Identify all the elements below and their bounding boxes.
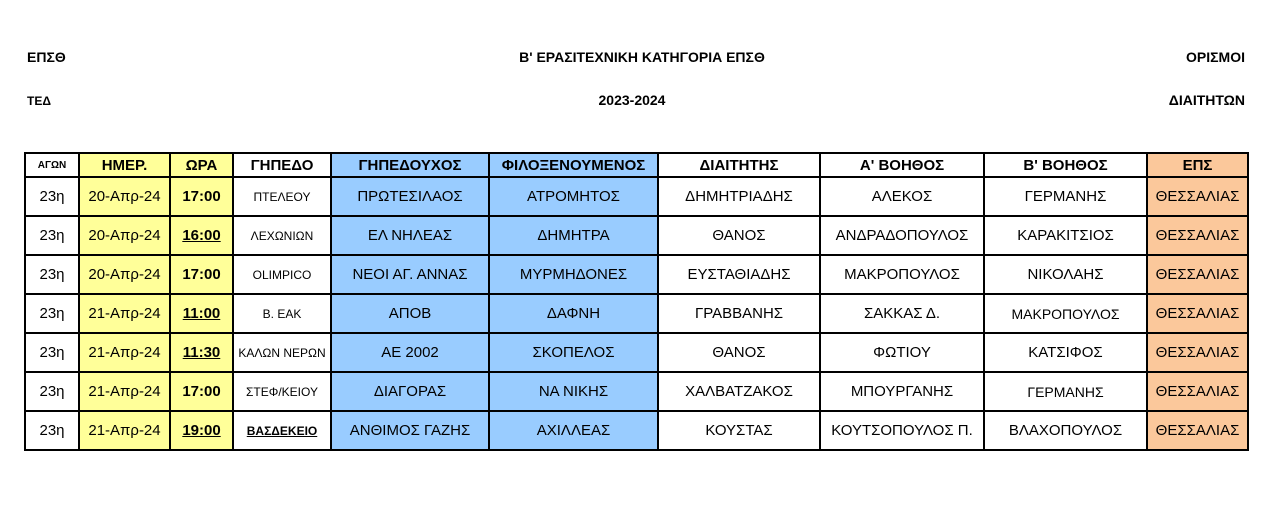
cell-home: ΔΙΑΓΟΡΑΣ	[331, 372, 489, 411]
cell-assistant2: ΜΑΚΡΟΠΟΥΛΟΣ	[984, 294, 1147, 333]
cell-time: 11:00	[170, 294, 233, 333]
table-row	[25, 255, 1248, 294]
cell-referee: ΓΡΑΒΒΑΝΗΣ	[658, 294, 820, 333]
cell-away: ΝΑ ΝΙΚΗΣ	[489, 372, 658, 411]
table-header-row	[25, 153, 1248, 177]
col-header-assistant1: Α' ΒΟΗΘΟΣ	[820, 153, 984, 177]
cell-referee: ΘΑΝΟΣ	[658, 333, 820, 372]
cell-ground: ΚΑΛΩΝ ΝΕΡΩΝ	[233, 333, 331, 372]
cell-date: 21-Απρ-24	[79, 372, 170, 411]
cell-assistant2: ΝΙΚΟΛΑΗΣ	[984, 255, 1147, 294]
cell-time: 19:00	[170, 411, 233, 450]
cell-assistant1: ΑΛΕΚΟΣ	[820, 177, 984, 216]
cell-date: 21-Απρ-24	[79, 294, 170, 333]
table-row	[25, 177, 1248, 216]
cell-date: 21-Απρ-24	[79, 411, 170, 450]
cell-eps: ΘΕΣΣΑΛΙΑΣ	[1147, 411, 1248, 450]
col-header-assistant2: Β' ΒΟΗΘΟΣ	[984, 153, 1147, 177]
cell-time: 17:00	[170, 177, 233, 216]
cell-assistant1: ΦΩΤΙΟΥ	[820, 333, 984, 372]
cell-ground: ΛΕΧΩΝΙΩΝ	[233, 216, 331, 255]
col-header-home: ΓΗΠΕΔΟΥΧΟΣ	[331, 153, 489, 177]
cell-referee: ΔΗΜΗΤΡΙΑΔΗΣ	[658, 177, 820, 216]
cell-time: 17:00	[170, 255, 233, 294]
cell-time: 11:30	[170, 333, 233, 372]
committee-label: ΤΕΔ	[27, 94, 51, 108]
document-title: Β' ΕΡΑΣΙΤΕΧΝΙΚΗ ΚΑΤΗΓΟΡΙΑ ΕΠΣΘ	[519, 49, 765, 65]
cell-date: 20-Απρ-24	[79, 177, 170, 216]
cell-away: ΑΤΡΟΜΗΤΟΣ	[489, 177, 658, 216]
cell-time: 16:00	[170, 216, 233, 255]
cell-assistant2: ΓΕΡΜΑΝΗΣ	[984, 372, 1147, 411]
cell-eps: ΘΕΣΣΑΛΙΑΣ	[1147, 372, 1248, 411]
cell-assistant2: ΚΑΤΣΙΦΟΣ	[984, 333, 1147, 372]
cell-assistant2: ΚΑΡΑΚΙΤΣΙΟΣ	[984, 216, 1147, 255]
cell-date: 20-Απρ-24	[79, 216, 170, 255]
cell-referee: ΧΑΛΒΑΤΖΑΚΟΣ	[658, 372, 820, 411]
cell-round: 23η	[25, 294, 79, 333]
cell-date: 20-Απρ-24	[79, 255, 170, 294]
cell-home: ΝΕΟΙ ΑΓ. ΑΝΝΑΣ	[331, 255, 489, 294]
col-header-away: ΦΙΛΟΞΕΝΟΥΜΕΝΟΣ	[489, 153, 658, 177]
cell-assistant1: ΣΑΚΚΑΣ Δ.	[820, 294, 984, 333]
cell-assistant1: ΜΑΚΡΟΠΟΥΛΟΣ	[820, 255, 984, 294]
cell-assistant2: ΓΕΡΜΑΝΗΣ	[984, 177, 1147, 216]
cell-round: 23η	[25, 411, 79, 450]
federation-label: ΕΠΣΘ	[27, 49, 66, 65]
cell-ground: OLIMPICO	[233, 255, 331, 294]
table-row	[25, 216, 1248, 255]
col-header-date: ΗΜΕΡ.	[79, 153, 170, 177]
cell-home: ΕΛ ΝΗΛΕΑΣ	[331, 216, 489, 255]
cell-away: ΣΚΟΠΕΛΟΣ	[489, 333, 658, 372]
cell-assistant2: ΒΛΑΧΟΠΟΥΛΟΣ	[984, 411, 1147, 450]
col-header-referee: ΔΙΑΙΤΗΤΗΣ	[658, 153, 820, 177]
cell-assistant1: ΜΠΟΥΡΓΑΝΗΣ	[820, 372, 984, 411]
cell-home: ΠΡΩΤΕΣΙΛΑΟΣ	[331, 177, 489, 216]
cell-time: 17:00	[170, 372, 233, 411]
cell-away: ΔΑΦΝΗ	[489, 294, 658, 333]
cell-assistant1: ΚΟΥΤΣΟΠΟΥΛΟΣ Π.	[820, 411, 984, 450]
cell-eps: ΘΕΣΣΑΛΙΑΣ	[1147, 255, 1248, 294]
cell-ground: Β. ΕΑΚ	[233, 294, 331, 333]
cell-eps: ΘΕΣΣΑΛΙΑΣ	[1147, 177, 1248, 216]
table-row	[25, 294, 1248, 333]
cell-date: 21-Απρ-24	[79, 333, 170, 372]
referees-label: ΔΙΑΙΤΗΤΩΝ	[1168, 92, 1245, 108]
cell-away: ΑΧΙΛΛΕΑΣ	[489, 411, 658, 450]
table-row	[25, 411, 1248, 450]
cell-eps: ΘΕΣΣΑΛΙΑΣ	[1147, 216, 1248, 255]
col-header-ground: ΓΗΠΕΔΟ	[233, 153, 331, 177]
season-label: 2023-2024	[598, 92, 666, 108]
cell-round: 23η	[25, 216, 79, 255]
cell-eps: ΘΕΣΣΑΛΙΑΣ	[1147, 294, 1248, 333]
cell-home: ΑΝΘΙΜΟΣ ΓΑΖΗΣ	[331, 411, 489, 450]
col-header-round: ΑΓΩΝ	[25, 153, 79, 177]
cell-round: 23η	[25, 177, 79, 216]
cell-home: ΑΕ 2002	[331, 333, 489, 372]
table-row	[25, 333, 1248, 372]
referee-appointments-table	[24, 152, 1249, 451]
table-row	[25, 372, 1248, 411]
cell-home: ΑΠΟΒ	[331, 294, 489, 333]
cell-round: 23η	[25, 333, 79, 372]
cell-referee: ΕΥΣΤΑΘΙΑΔΗΣ	[658, 255, 820, 294]
cell-ground: ΒΑΣΔΕΚΕΙΟ	[233, 411, 331, 450]
cell-ground: ΠΤΕΛΕΟΥ	[233, 177, 331, 216]
cell-round: 23η	[25, 255, 79, 294]
col-header-time: ΩΡΑ	[170, 153, 233, 177]
appointments-label: ΟΡΙΣΜΟΙ	[1186, 49, 1245, 65]
cell-assistant1: ΑΝΔΡΑΔΟΠΟΥΛΟΣ	[820, 216, 984, 255]
col-header-eps: ΕΠΣ	[1147, 153, 1248, 177]
cell-away: ΜΥΡΜΗΔΟΝΕΣ	[489, 255, 658, 294]
cell-ground: ΣΤΕΦ/ΚΕΙΟΥ	[233, 372, 331, 411]
cell-away: ΔΗΜΗΤΡΑ	[489, 216, 658, 255]
cell-referee: ΚΟΥΣΤΑΣ	[658, 411, 820, 450]
cell-round: 23η	[25, 372, 79, 411]
cell-eps: ΘΕΣΣΑΛΙΑΣ	[1147, 333, 1248, 372]
cell-referee: ΘΑΝΟΣ	[658, 216, 820, 255]
